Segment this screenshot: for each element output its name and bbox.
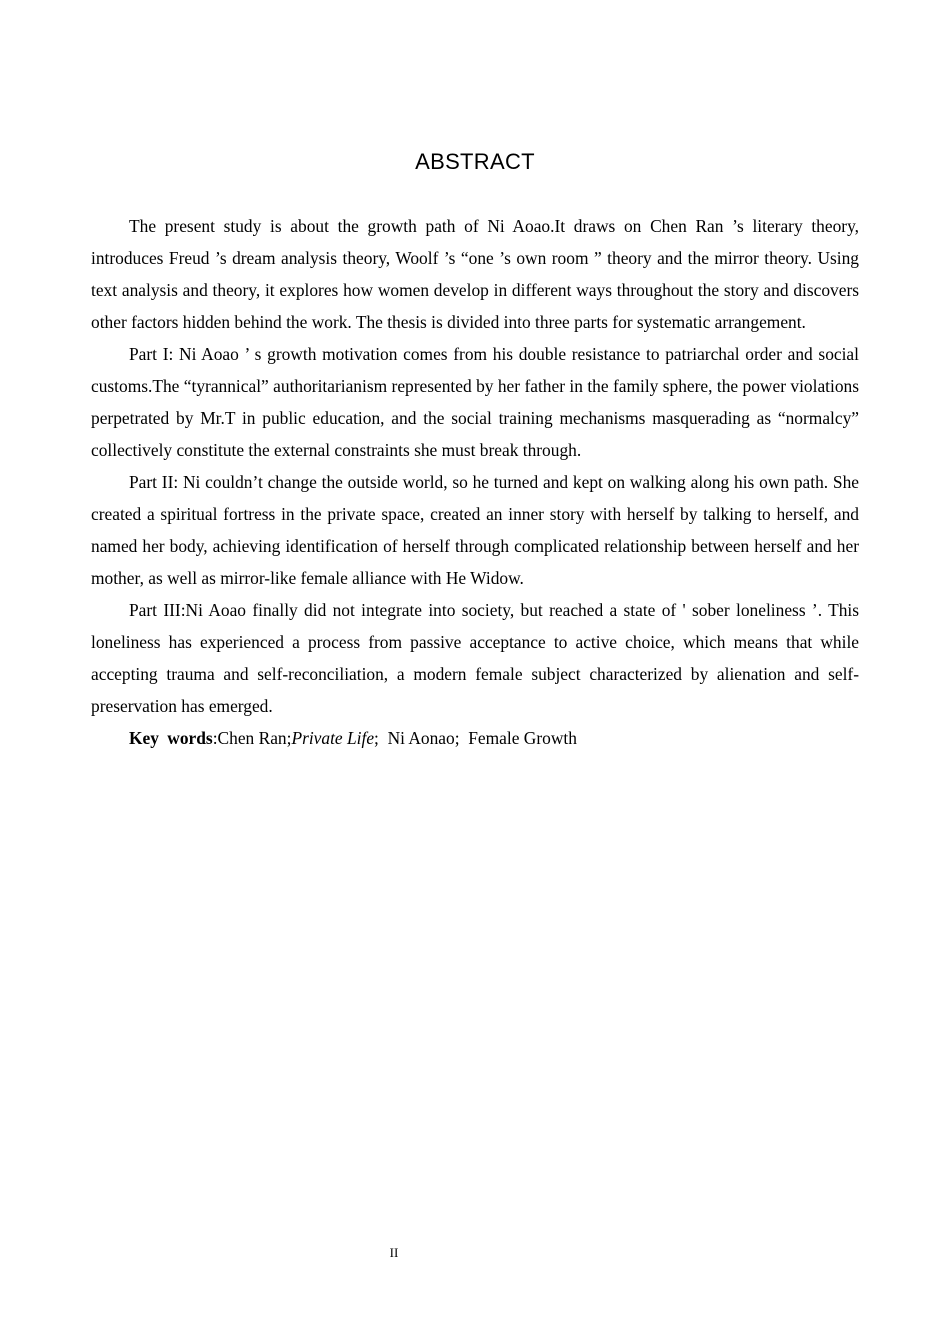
keywords-separator: : [212, 728, 218, 748]
keywords-line [91, 722, 859, 754]
keywords-remaining: ; Ni Aonao; Female Growth [374, 728, 577, 748]
abstract-paragraph-part-3: Part III:Ni Aoao finally did not integrate into society, but reached a state of ' sober loneliness ’. This loneliness has experienced a process from passive acceptance to active choice, which means that while accepting trauma and self-reconciliation, a modern female subject characterized by alienation and self-preservation has emerged. [91, 600, 859, 716]
abstract-paragraph-part-2: Part II: Ni couldn’t change the outside world, so he turned and kept on walking along his own path. She created a spiritual fortress in the private space, created an inner story with herself by talking to herself, and named her body, achieving identification of herself through complicated relationship between herself and her mother, as well as mirror-like female alliance with He Widow. [91, 472, 859, 588]
keywords-label: Key words [129, 728, 213, 748]
abstract-body [91, 210, 859, 754]
abstract-title: ABSTRACT [415, 149, 535, 174]
keyword-chen-ran: Chen Ran; [217, 728, 292, 748]
abstract-paragraph-part-1: Part I: Ni Aoao ’ s growth motivation comes from his double resistance to patriarchal order and social customs.The “tyrannical” authoritarianism represented by her father in the family sphere, the power violations perpetrated by Mr.T in public education, and the social training mechanisms masquerading as “normalcy” collectively constitute the external constraints she must break through. [91, 344, 859, 460]
page-number: II [389, 1245, 399, 1260]
abstract-paragraph-intro: The present study is about the growth path of Ni Aoao.It draws on Chen Ran ’s literary theory, introduces Freud ’s dream analysis theory, Woolf ’s “one ’s own room ” theory and the mirror theory. Using text analysis and theory, it explores how women develop in different ways throughout the story and discovers other factors hidden behind the work. The thesis is divided into three parts for systematic arrangement. [91, 216, 859, 332]
keyword-private-life: Private Life [291, 728, 375, 748]
